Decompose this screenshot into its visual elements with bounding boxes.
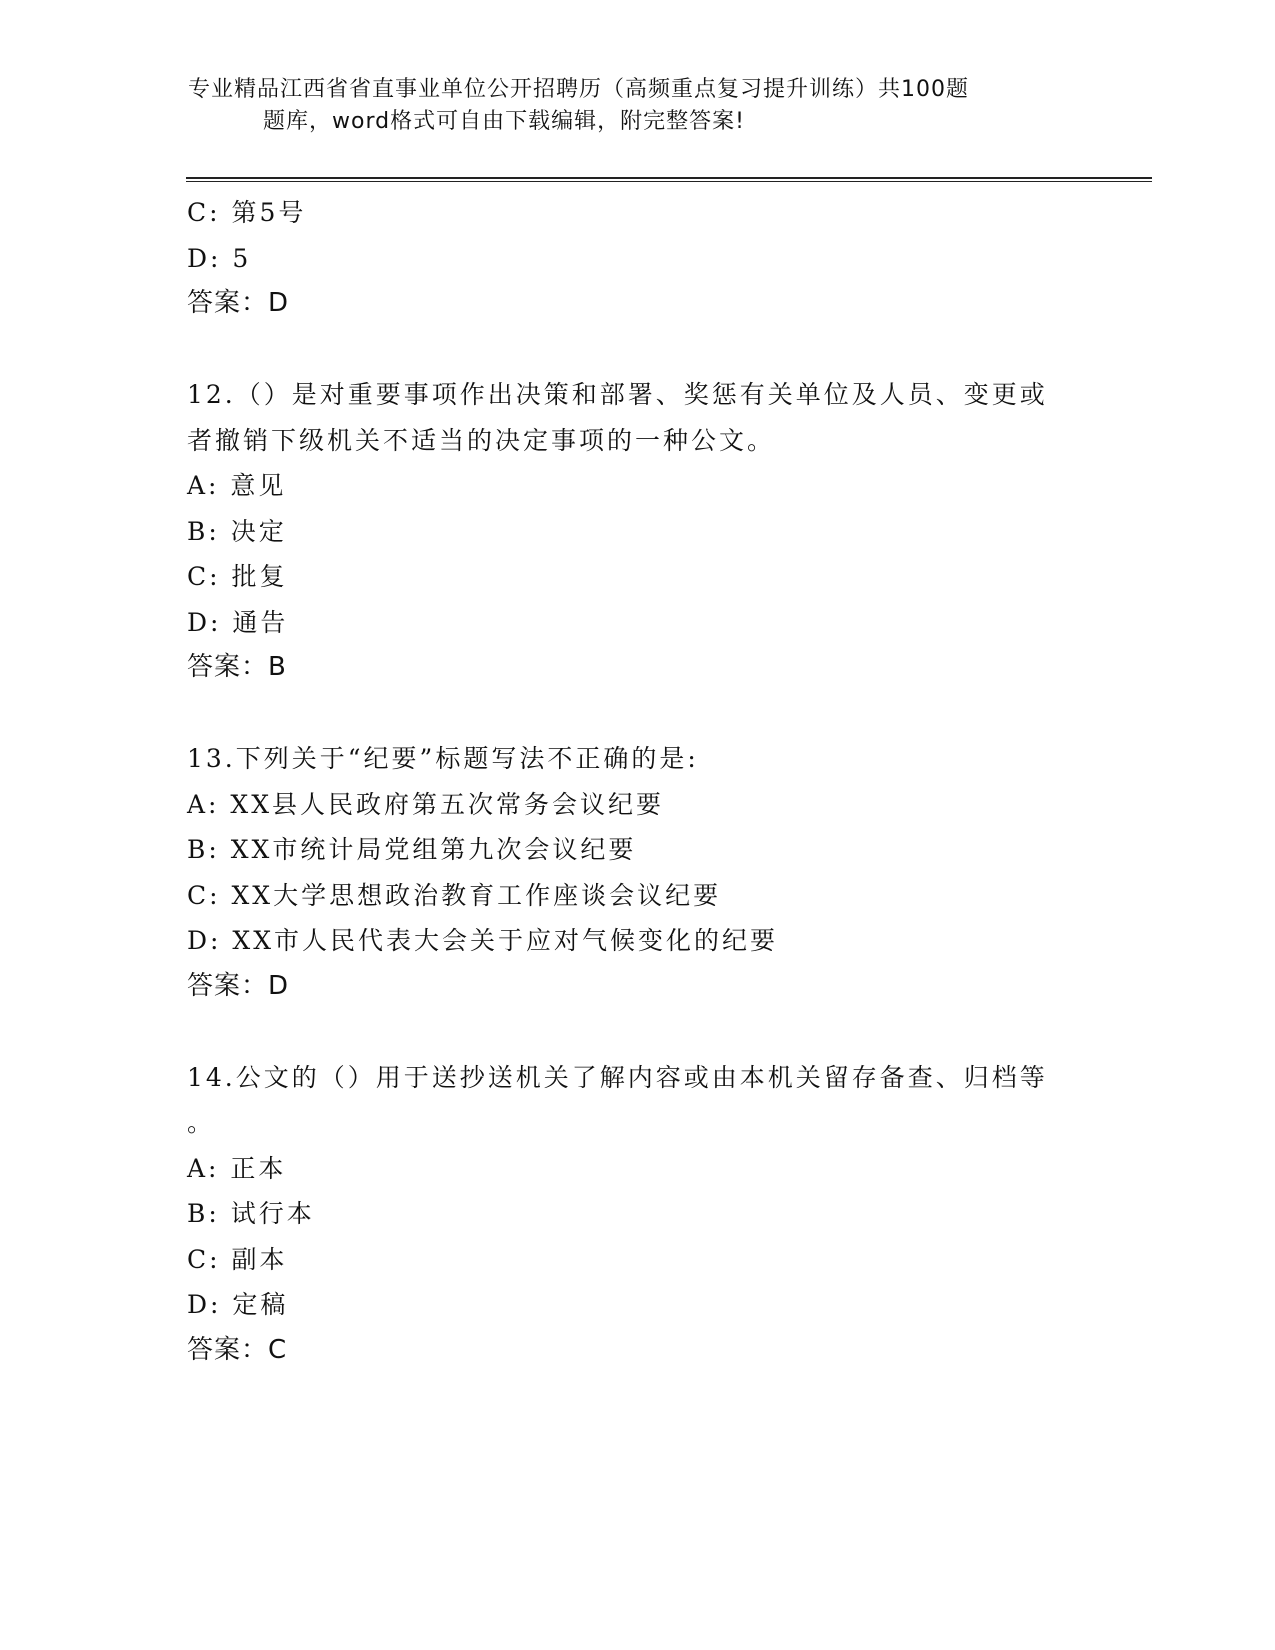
question-stem: 12.（）是对重要事项作出决策和部署、奖惩有关单位及人员、变更或 <box>187 380 1048 409</box>
previous-question-tail <box>187 190 1087 327</box>
question-12 <box>187 372 1087 691</box>
option-b: B: 决定 <box>187 516 287 546</box>
spacer <box>187 327 1087 373</box>
answer-line: 答案：C <box>187 1334 288 1365</box>
option-b: B: 试行本 <box>187 1199 315 1228</box>
option-c: C: 第5号 <box>187 198 307 227</box>
question-13 <box>187 736 1087 1009</box>
option-d: D: 5 <box>187 243 252 273</box>
answer-line: 答案：D <box>187 970 290 1001</box>
question-14 <box>187 1055 1087 1374</box>
spacer <box>187 1009 1087 1055</box>
answer-line: 答案：D <box>187 288 290 318</box>
option-c: C: 副本 <box>187 1244 288 1274</box>
question-stem-continued: 。 <box>187 1108 216 1137</box>
option-a: A: XX县人民政府第五次常务会议纪要 <box>187 789 665 819</box>
option-c: C: XX大学思想政治教育工作座谈会议纪要 <box>187 880 722 910</box>
option-d: D: XX市人民代表大会关于应对气候变化的纪要 <box>187 926 779 955</box>
spacer <box>187 691 1087 737</box>
option-c: C: 批复 <box>187 562 288 591</box>
option-d: D: 通告 <box>187 607 289 637</box>
option-a: A: 意见 <box>187 471 287 500</box>
page-header <box>188 74 1068 138</box>
document-body <box>187 190 1087 1373</box>
header-title-line-1: 专业精品江西省省直事业单位公开招聘历（高频重点复习提升训练）共100题 <box>188 77 969 102</box>
header-title-line-2: 题库，word格式可自由下载编辑，附完整答案! <box>263 109 745 134</box>
option-d: D: 定稿 <box>187 1290 289 1319</box>
question-stem: 13.下列关于“纪要”标题写法不正确的是: <box>187 744 699 773</box>
option-a: A: 正本 <box>187 1153 287 1183</box>
question-stem-continued: 者撤销下级机关不适当的决定事项的一种公文。 <box>187 425 776 455</box>
answer-line: 答案：B <box>187 652 287 682</box>
option-b: B: XX市统计局党组第九次会议纪要 <box>187 835 637 864</box>
question-stem: 14.公文的（）用于送抄送机关了解内容或由本机关留存备查、归档等 <box>187 1062 1048 1092</box>
header-divider <box>186 177 1152 182</box>
